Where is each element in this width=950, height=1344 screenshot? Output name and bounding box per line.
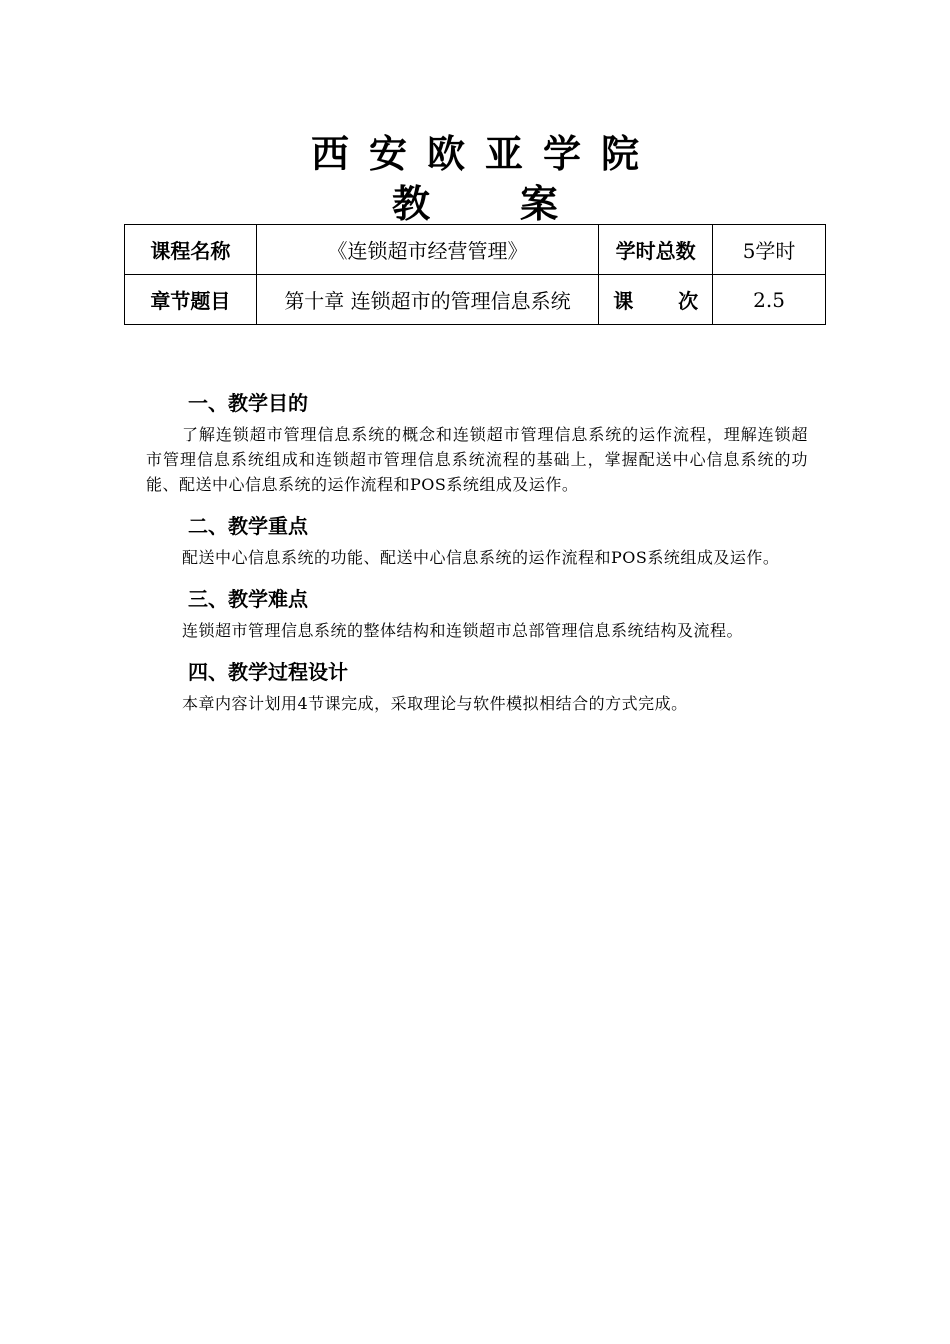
document-title [0, 180, 950, 228]
lesson-number-label-char-1: 课 [613, 289, 634, 313]
section-key-points [146, 511, 808, 570]
section-text: 了解连锁超市管理信息系统的概念和连锁超市管理信息系统的运作流程，理解连锁超市管理信息系统组成和连锁超市管理信息系统流程的基础上，掌握配送中心信息系统的功能、配送中心信息系统的运作流程和POS系统组成及运作。 [146, 425, 808, 494]
section-process-design [146, 657, 808, 716]
section-text: 本章内容计划用4节课完成，采取理论与软件模拟相结合的方式完成。 [182, 694, 688, 713]
section-text: 连锁超市管理信息系统的整体结构和连锁超市总部管理信息系统结构及流程。 [182, 621, 744, 640]
table-row [125, 225, 826, 275]
document-title-char-1: 教 [391, 181, 430, 226]
total-hours-label: 学时总数 [599, 225, 713, 275]
document-title-char-2: 案 [520, 181, 559, 226]
course-info-table [124, 224, 826, 325]
lesson-number-label [599, 275, 713, 325]
section-heading: 三、教学难点 [188, 587, 308, 611]
table-row [125, 275, 826, 325]
section-heading: 一、教学目的 [188, 391, 308, 415]
course-name-value: 《连锁超市经营管理》 [256, 225, 598, 275]
chapter-title-label: 章节题目 [125, 275, 257, 325]
lesson-number-label-text [599, 285, 712, 314]
section-text: 配送中心信息系统的功能、配送中心信息系统的运作流程和POS系统组成及运作。 [182, 548, 780, 567]
course-name-label: 课程名称 [125, 225, 257, 275]
section-heading: 二、教学重点 [188, 514, 308, 538]
chapter-title-value: 第十章 连锁超市的管理信息系统 [256, 275, 598, 325]
section-objectives [146, 388, 808, 497]
section-difficulties [146, 584, 808, 643]
total-hours-value: 5学时 [713, 225, 826, 275]
section-heading: 四、教学过程设计 [188, 660, 348, 684]
lesson-plan-body [146, 388, 808, 730]
school-title: 西安欧亚学院 [310, 131, 659, 176]
lesson-number-value: 2.5 [713, 275, 826, 325]
lesson-number-label-char-2: 次 [678, 289, 699, 313]
